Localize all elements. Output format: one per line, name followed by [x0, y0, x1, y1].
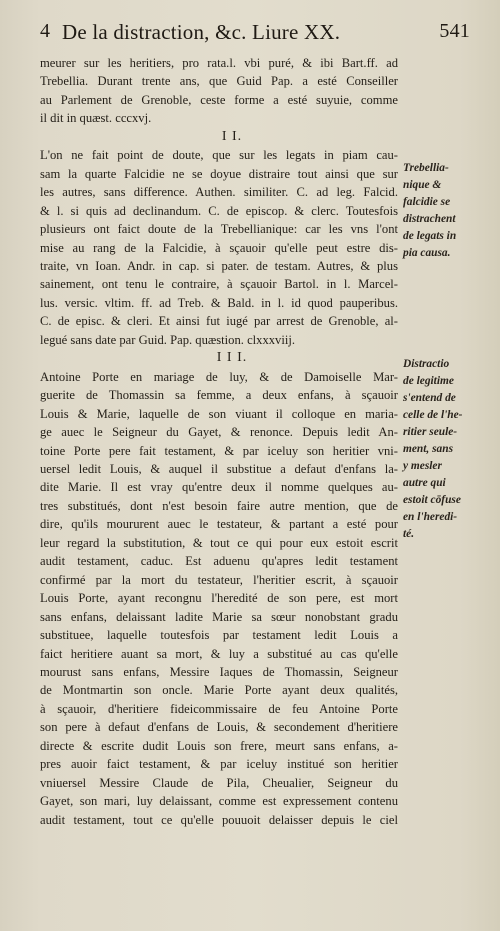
margin-note-line: Distractio	[403, 358, 450, 370]
page-number-left: 4	[40, 20, 51, 42]
text-line: sans enfans, delaissant ladite Marie sa sœur nonobstant gradu	[40, 609, 398, 624]
text-line: au Parlement de Grenoble, ceste forme a esté suyuie, comme	[40, 92, 398, 107]
running-title: De la distraction, &c. Liure XX.	[62, 20, 341, 44]
text-line: substituee, laquelle toutesfois par testament ledit Louis a	[40, 628, 398, 643]
text-line: tres substitués, dont n'est besoin faire autre mention, que de	[40, 498, 398, 513]
text-line: sam la quarte Falcidie ne se doyue distraire tout ainsi que sur	[40, 166, 398, 181]
text-line: dite Marie. Il est vray qu'entre deux il nomme quelques au-	[40, 480, 398, 495]
text-line: il dit in quæst. cccxvj.	[40, 111, 152, 126]
margin-note-line: s'entend de	[403, 392, 456, 404]
text-line: mise au rang de la Falcidie, à sçauoir qu'elle peut estre dis-	[40, 240, 398, 255]
text-line: à sçauoir, d'heritiere fideicommissaire de feu Antoine Porte	[40, 701, 398, 716]
margin-note-line: nique &	[403, 179, 442, 191]
text-line: son pere à defaut d'enfans de Louis, & secondement d'heritiere	[40, 720, 398, 735]
paragraph-continuation	[40, 54, 398, 128]
margin-note-line: Trebellia-	[403, 162, 449, 174]
margin-note-line: de legitime	[403, 375, 454, 387]
margin-note-line: y mesler	[403, 460, 442, 472]
text-line: Louis Porte, ayant recongnu l'heredité de son pere, est mort	[40, 591, 398, 606]
margin-note-line: en l'heredi-	[403, 511, 458, 523]
text-line: vniuersel Messire Claude de Pila, Cheualier, Seigneur du	[40, 775, 398, 790]
text-line: L'on ne fait point de doute, que sur les legats in piam cau-	[40, 148, 398, 163]
text-line: Gayet, son mari, luy delaissant, comme est expressement contenu	[40, 794, 398, 809]
text-line: plusieurs ont faict doute de la Trebellianique: car les vns l'ont	[40, 222, 398, 237]
text-line: uersel ledit Louis, & auquel il substitue a defaut d'enfans la-	[40, 461, 398, 476]
text-line: Antoine Porte en mariage de luy, & de Damoiselle Mar-	[40, 369, 398, 384]
text-line: meurer sur les heritiers, pro rata.l. vbi puré, & ibi Bart.ff. ad	[40, 56, 398, 70]
margin-note-line: distrachent	[403, 213, 456, 225]
text-line: directe & escrite dudit Louis son frere, meurt sans enfans, a-	[40, 738, 398, 753]
text-line: confirmé par la mort du testateur, l'heritier escrit, à sçauoir	[40, 572, 398, 587]
text-line: legué sans date par Guid. Pap. quæstion. clxxxviij.	[40, 332, 295, 347]
text-line: traite, vn Ioan. Andr. in cap. si pater. de testam. Autres, & plus	[40, 258, 398, 273]
text-line: faict heritiere auant sa mort, & luy a substitué au cas qu'elle	[40, 646, 398, 661]
margin-note-line: celle de l'he-	[403, 409, 463, 421]
paragraph-section-2	[40, 146, 398, 349]
running-head	[40, 20, 470, 48]
margin-note-line: té.	[403, 528, 415, 540]
paragraph-section-3	[40, 368, 398, 829]
text-line: lus. versic. vltim. ff. ad Treb. & Bald. in l. id quod pauperibus.	[40, 295, 398, 310]
margin-note-line: falcidie se	[403, 196, 451, 208]
margin-note-line: pia causa.	[403, 247, 451, 259]
margin-note-line: autre qui	[403, 477, 446, 489]
text-line: pres auoir faict testament, & par iceluy institué son heritier	[40, 757, 398, 772]
text-line: dire, qu'ils moururent auec le testateur, & partant a esté pour	[40, 517, 398, 532]
section-number-3: I I I.	[216, 350, 248, 366]
text-line: les autres, sans difference. Authen. similiter. C. ad leg. Falcid.	[40, 185, 398, 200]
text-line: de Montmartin son oncle. Marie Porte ayant deux qualités,	[40, 683, 398, 698]
page-number-right: 541	[439, 20, 470, 42]
text-line: audit testament, caduc. Est aduenu qu'apres ledit testament	[40, 554, 398, 569]
text-line: leur regard la substitution, & tout ce qui pour eux estoit escrit	[40, 535, 398, 550]
text-line: sainement, ont tenu le contraire, à sçauoir Bartol. in l. Marcel-	[40, 277, 398, 292]
main-text-column	[40, 54, 398, 829]
margin-note-line: ritier seule-	[403, 426, 458, 438]
text-line: C. de episc. & cleri. Et ainsi fut iugé par arrest de Grenoble, al-	[40, 314, 398, 329]
text-line: Trebellia. Durant trente ans, que Guid Pap. a esté Conseiller	[40, 74, 398, 89]
margin-note-line: ment, sans	[403, 443, 454, 455]
text-line: toine Porte pere fait testament, & par iceluy son heritier vni-	[40, 443, 398, 458]
margin-note-line: de legats in	[403, 230, 457, 242]
text-line: & l. si quis ad declinandum. C. de episcop. & clerc. Toutesfois	[40, 203, 398, 218]
margin-note-distraction	[403, 356, 473, 543]
section-number-2: I I.	[221, 128, 243, 144]
text-line: Louis & Marie, laquelle de son viuant il colloque en maria-	[40, 406, 398, 421]
text-line: audit testament, tout ce qu'elle pouuoit delaisser depuis le ciel	[40, 812, 398, 827]
text-line: ge auec le Seigneur du Gayet, & renonce. Depuis ledit An-	[40, 425, 398, 440]
text-line: guerite de Thomassin sa femme, a deux enfans, à sçauoir	[40, 388, 398, 403]
margin-note-trebellianique	[403, 160, 473, 262]
margin-note-line: estoit cōfuse	[403, 494, 461, 506]
text-line: mourust sans enfans, Messire Iaques de Thomassin, Seigneur	[40, 664, 398, 679]
